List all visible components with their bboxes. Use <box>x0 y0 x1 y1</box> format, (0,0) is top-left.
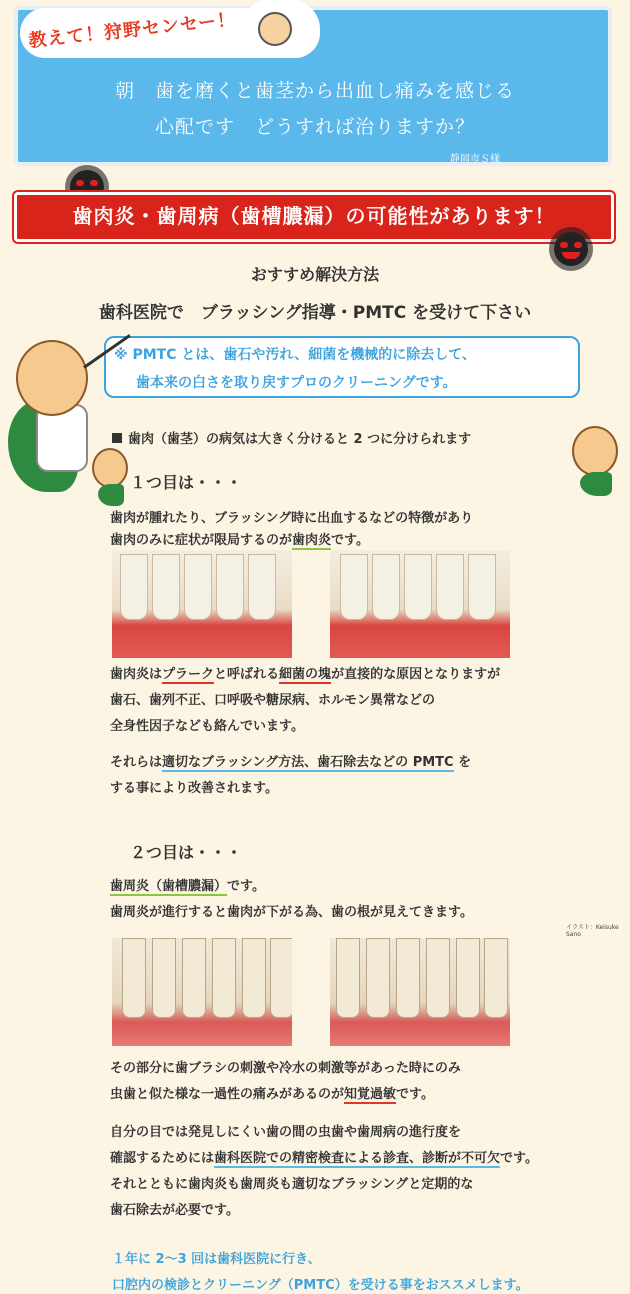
section1-para3: 全身性因子なども絡んでいます。 <box>110 719 304 734</box>
section2-heading: ２つ目は・・・ <box>130 843 243 862</box>
section2-para5: それとともに歯肉炎も歯周炎も適切なブラッシングと定期的な <box>110 1177 474 1192</box>
text-span: それらは <box>110 755 163 770</box>
germ-icon <box>554 232 588 266</box>
term-proper-brushing: 適切なブラッシング方法、歯石除去などの PMTC <box>162 755 454 770</box>
section1-desc-line1: 歯肉が腫れたり、ブラッシング時に出血するなどの特徴があり <box>110 511 474 526</box>
section1-heading: １つ目は・・・ <box>130 473 243 492</box>
section2-term-line <box>110 874 265 900</box>
text-span: を <box>453 755 472 770</box>
text-span: です。 <box>331 533 369 548</box>
term-hypersensitivity: 知覚過敏 <box>344 1087 397 1102</box>
footer-line1: １年に 2〜3 回は歯科医院に行き、 <box>112 1252 321 1267</box>
section2-para1: その部分に歯ブラシの刺激や冷水の刺激等があった時にのみ <box>110 1061 461 1076</box>
section2-para2 <box>110 1082 434 1108</box>
term-dental-checkup: 歯科医院での精密検査による診査、診断が不可欠 <box>214 1151 501 1166</box>
question-line-1: 朝 歯を磨くと歯茎から出血し痛みを感じる <box>114 80 515 102</box>
section1-para2: 歯石、歯列不正、口呼吸や糖尿病、ホルモン異常などの <box>110 693 436 708</box>
term-periodontitis: 歯周炎（歯槽膿漏） <box>110 879 228 894</box>
section2-line2: 歯周炎が進行すると歯肉が下がる為、歯の根が見えてきます。 <box>110 905 473 920</box>
term-gingivitis: 歯肉炎 <box>292 533 332 548</box>
term-plaque: プラーク <box>162 667 215 682</box>
text-span: 確認するためには <box>110 1151 215 1166</box>
footer-line2: 口腔内の検診とクリーニング（PMTC）を受ける事をおススメします。 <box>112 1278 529 1293</box>
periodontitis-photo-2 <box>330 938 510 1046</box>
gingivitis-photo-1 <box>112 550 292 658</box>
mascot-thinking-cape <box>580 472 612 496</box>
mascot-doctor-icon <box>16 340 88 416</box>
text-span: です。 <box>227 879 265 894</box>
mascot-small-icon <box>92 448 128 488</box>
section1-para4 <box>110 750 471 776</box>
text-span: と呼ばれる <box>214 667 280 682</box>
section1-para1 <box>110 662 500 688</box>
text-span: が直接的な原因となりますが <box>331 667 501 682</box>
pmtc-note-line-2: 歯本来の白さを取り戻すプロのクリーニングです。 <box>136 375 457 391</box>
solution-subtitle: 歯科医院で ブラッシング指導・PMTC を受けて下さい <box>98 303 532 323</box>
text-span: 歯肉炎は <box>110 667 163 682</box>
solution-title: おすすめ解決方法 <box>250 265 380 284</box>
intro-bullet: 歯肉（歯茎）の病気は大きく分けると 2 つに分けられます <box>112 428 471 447</box>
illustration-credit: イラスト：Keisuke Sano <box>566 924 619 938</box>
section2-para4 <box>110 1146 538 1172</box>
text-span: です。 <box>396 1087 434 1102</box>
question-from: 静岡市Ｓ様 <box>450 154 500 165</box>
section1-para5: する事により改善されます。 <box>110 781 278 796</box>
mascot-thinking-icon <box>572 426 618 476</box>
doctor-face-icon <box>258 12 292 46</box>
question-line-2: 心配です どうすれば治りますか？ <box>154 116 475 138</box>
section2-para6: 歯石除去が必要です。 <box>110 1203 239 1218</box>
text-span: 虫歯と似た様な一過性の痛みがあるのが <box>110 1087 345 1102</box>
pmtc-note-line-1: ※ PMTC とは、歯石や汚れ、細菌を機械的に除去して、 <box>114 347 476 363</box>
term-bacteria: 細菌の塊 <box>279 667 332 682</box>
text-span: です。 <box>500 1151 538 1166</box>
cloud-title: 教えて！狩野センセー！ <box>27 9 237 52</box>
gingivitis-photo-2 <box>330 550 510 658</box>
periodontitis-photo-1 <box>112 938 292 1046</box>
text-span: 歯肉のみに症状が限局するのが <box>110 533 293 548</box>
warning-banner-text: 歯肉炎・歯周病（歯槽膿漏）の可能性があります！ <box>72 204 556 228</box>
mascot-small-cape <box>98 484 124 506</box>
section2-para3: 自分の目では発見しにくい歯の間の虫歯や歯周病の進行度を <box>110 1125 462 1140</box>
